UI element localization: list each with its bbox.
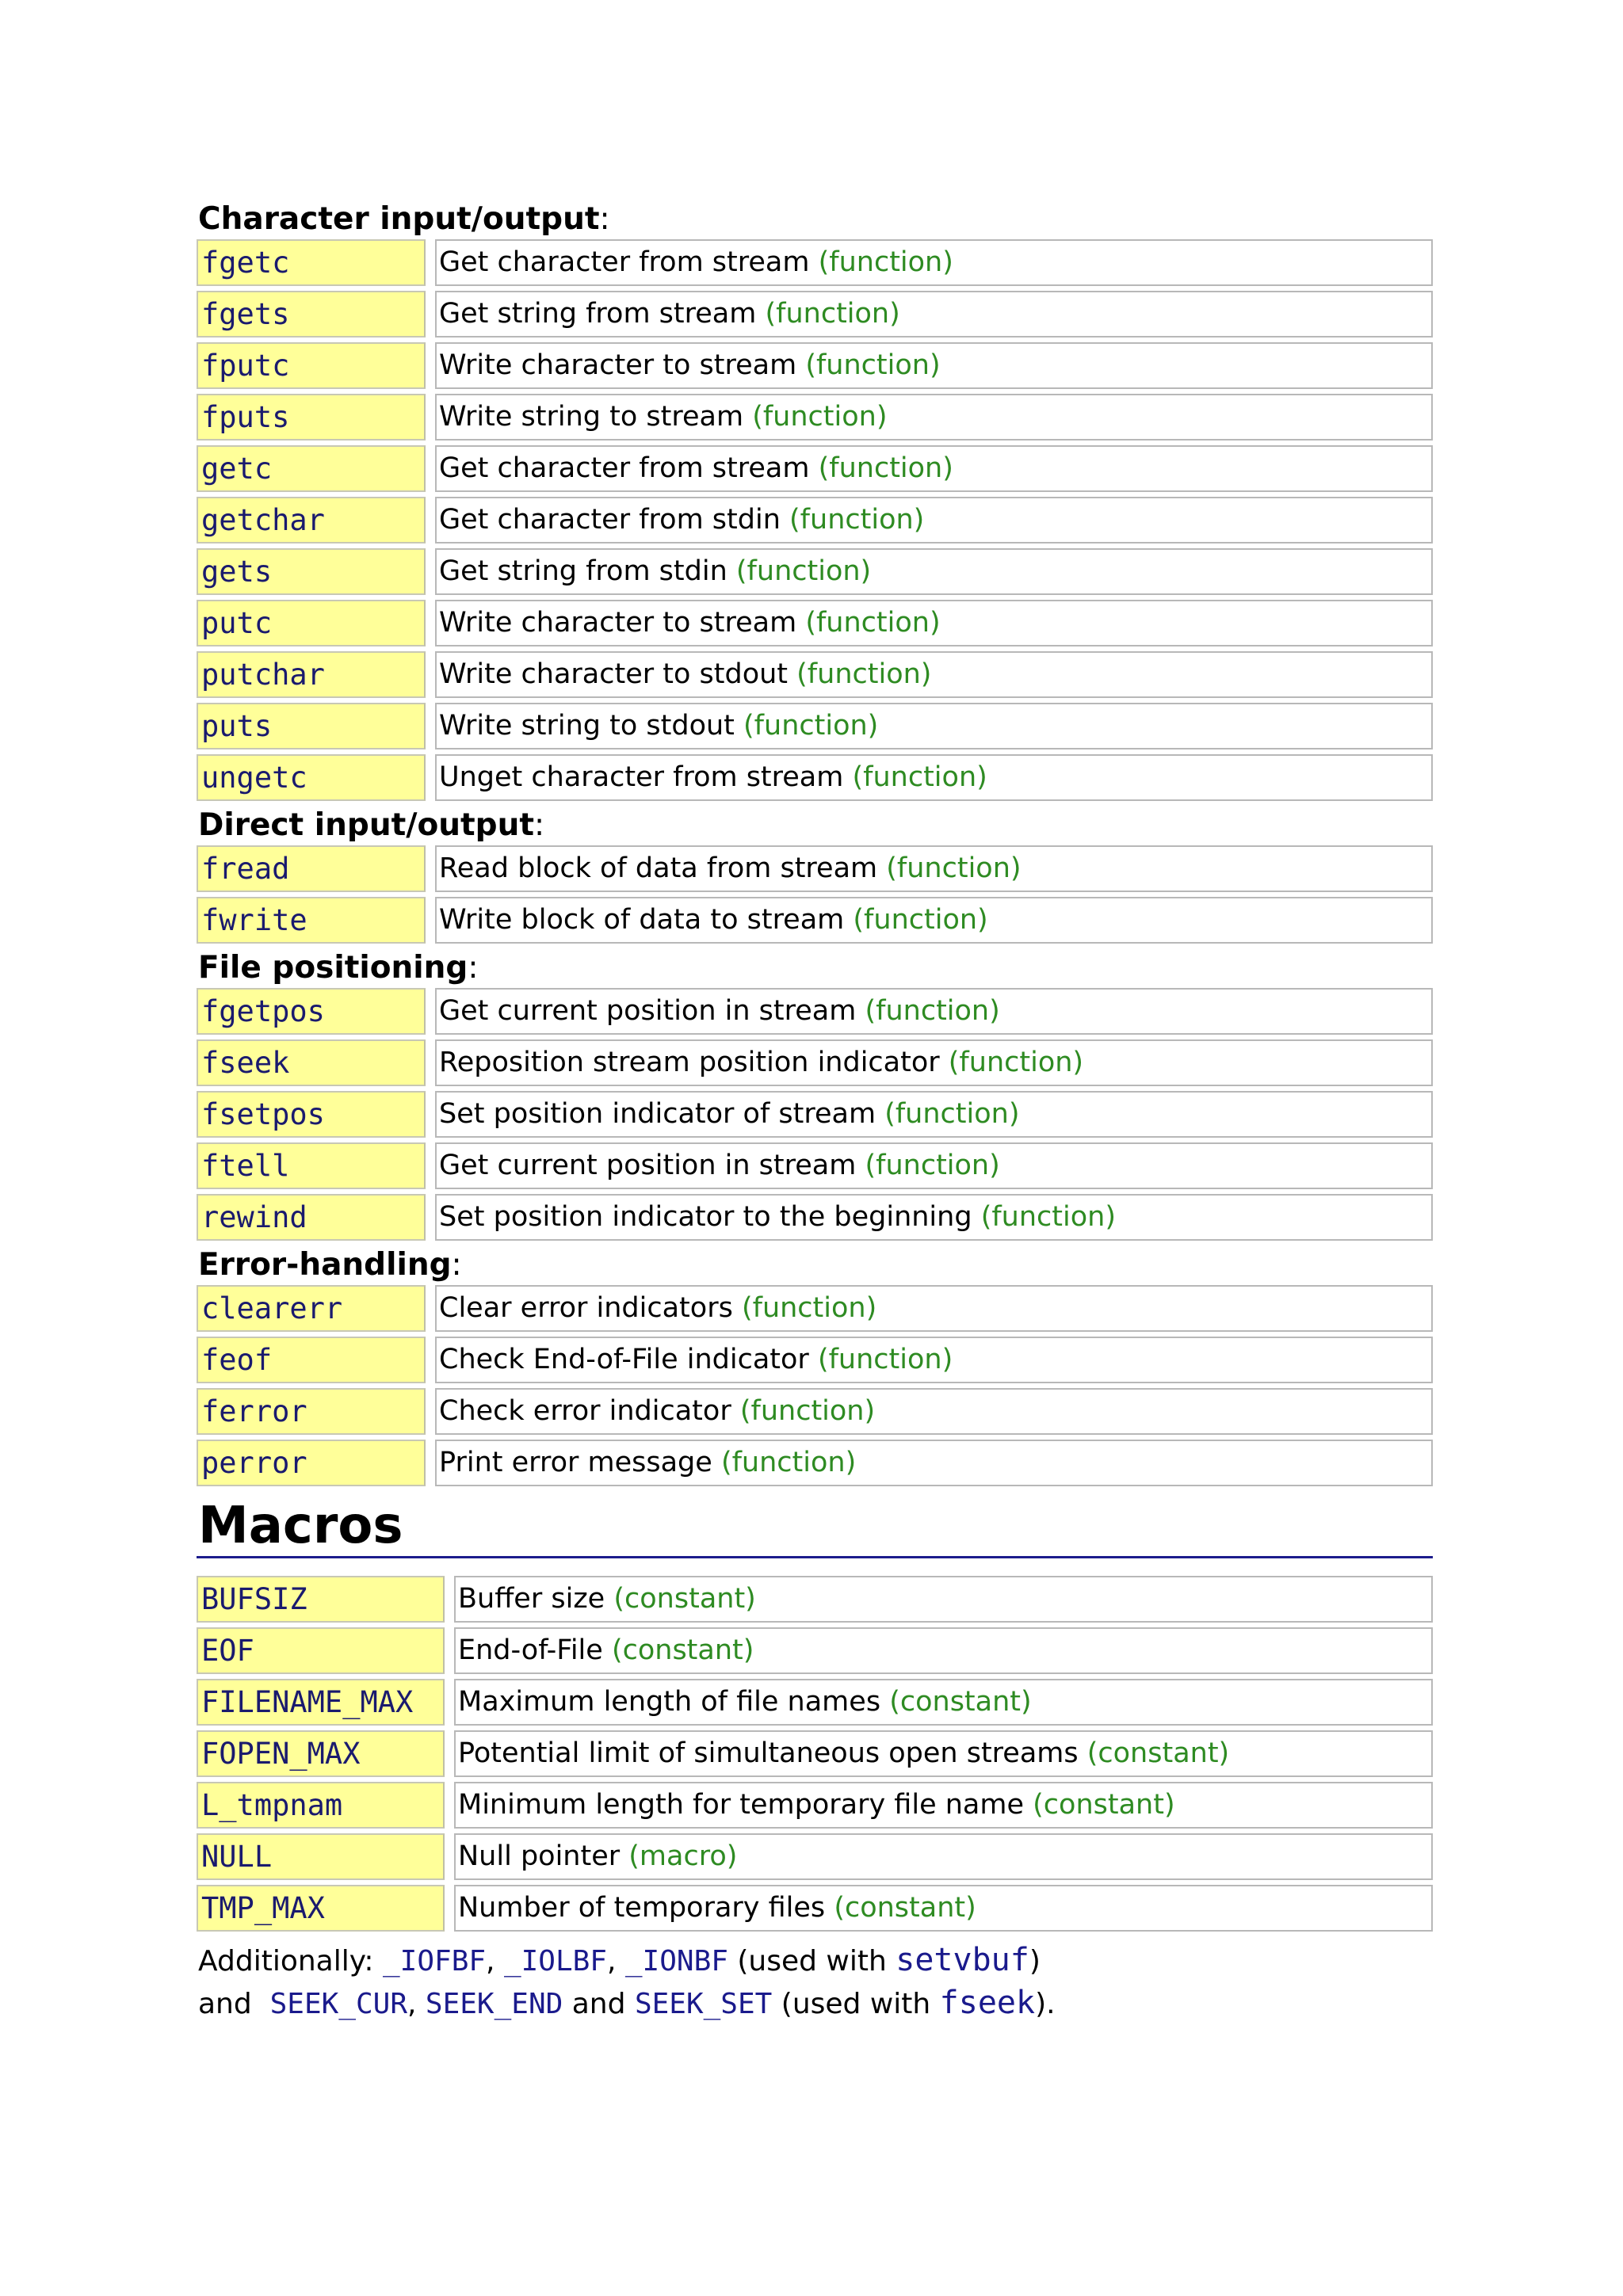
function-row [197, 1091, 1433, 1138]
section-title-colon: : [599, 201, 610, 237]
description-cell [454, 1627, 1433, 1674]
macro-name-link[interactable]: FOPEN_MAX [197, 1730, 445, 1777]
description-text: Get string from stdin [439, 555, 727, 587]
cell-gap [426, 754, 435, 801]
cell-gap [426, 651, 435, 698]
description-cell [435, 1194, 1433, 1241]
function-row [197, 600, 1433, 646]
seek-end-link[interactable]: SEEK_END [425, 1988, 563, 2020]
kind-label: (constant) [889, 1686, 1032, 1718]
close-paren-period: ). [1035, 1988, 1056, 2020]
function-name-link[interactable]: fwrite [197, 897, 426, 944]
function-name-link[interactable]: ungetc [197, 754, 426, 801]
kind-label: (function) [741, 1292, 877, 1324]
kind-label: (function) [886, 852, 1022, 884]
description-text: Write string to stream [439, 401, 744, 433]
and-text-2: and [571, 1988, 626, 2020]
function-name-link[interactable]: fgetc [197, 239, 426, 286]
function-row [197, 1194, 1433, 1241]
function-name-link[interactable]: rewind [197, 1194, 426, 1241]
seek-set-link[interactable]: SEEK_SET [634, 1988, 773, 2020]
section-title-colon: : [451, 1247, 462, 1283]
kind-label: (macro) [628, 1840, 738, 1872]
kind-label: (function) [852, 761, 987, 793]
function-row [197, 394, 1433, 441]
function-name-link[interactable]: fsetpos [197, 1091, 426, 1138]
kind-label: (function) [789, 504, 925, 536]
cell-gap [445, 1679, 454, 1726]
description-text: Null pointer [458, 1840, 621, 1872]
kind-label: (constant) [834, 1892, 976, 1924]
ionbf-link[interactable]: _IONBF [624, 1945, 728, 1978]
description-cell [435, 497, 1433, 543]
kind-label: (function) [743, 710, 879, 742]
macro-row [197, 1576, 1433, 1623]
description-cell [435, 988, 1433, 1035]
cell-gap [426, 342, 435, 389]
cell-gap [445, 1627, 454, 1674]
seek-cur-link[interactable]: SEEK_CUR [269, 1988, 408, 2020]
description-text: Set position indicator of stream [439, 1098, 876, 1130]
used-with-text: (used with [737, 1945, 887, 1978]
description-cell [435, 1388, 1433, 1435]
cell-gap [426, 548, 435, 595]
description-cell [435, 342, 1433, 389]
description-text: Write character to stream [439, 349, 797, 381]
cell-gap [426, 291, 435, 338]
cell-gap [426, 600, 435, 646]
description-text: Number of temporary files [458, 1892, 826, 1924]
description-text: Check error indicator [439, 1395, 731, 1427]
macro-row [197, 1730, 1433, 1777]
cell-gap [426, 845, 435, 892]
kind-label: (function) [765, 298, 900, 330]
function-name-link[interactable]: fseek [197, 1039, 426, 1086]
description-text: Maximum length of file names [458, 1686, 881, 1718]
function-row [197, 1285, 1433, 1332]
description-cell [435, 845, 1433, 892]
macro-name-link[interactable]: L_tmpnam [197, 1782, 445, 1829]
macro-name-link[interactable]: FILENAME_MAX [197, 1679, 445, 1726]
macro-name-link[interactable]: EOF [197, 1627, 445, 1674]
function-row [197, 754, 1433, 801]
macro-name-link[interactable]: TMP_MAX [197, 1885, 445, 1932]
description-text: Buffer size [458, 1583, 605, 1615]
description-cell [435, 754, 1433, 801]
description-text: Clear error indicators [439, 1292, 733, 1324]
function-row [197, 1337, 1433, 1383]
description-cell [435, 600, 1433, 646]
description-text: Read block of data from stream [439, 852, 878, 884]
function-row [197, 703, 1433, 749]
additional-line-2: and SEEK_CUR, SEEK_END and SEEK_SET (used with fseek). [198, 1985, 1056, 2021]
fseek-link[interactable]: fseek [939, 1985, 1036, 2021]
section-title [197, 948, 1433, 988]
cell-gap [426, 239, 435, 286]
kind-label: (function) [805, 607, 941, 639]
description-cell [454, 1885, 1433, 1932]
kind-label: (function) [817, 1344, 953, 1375]
description-text: Get string from stream [439, 298, 757, 330]
section-title-text: File positioning [198, 950, 468, 986]
kind-label: (function) [980, 1201, 1116, 1233]
description-cell [435, 897, 1433, 944]
macro-row [197, 1627, 1433, 1674]
function-name-link[interactable]: getc [197, 445, 426, 492]
kind-label: (constant) [611, 1634, 754, 1666]
cell-gap [426, 1285, 435, 1332]
function-name-link[interactable]: getchar [197, 497, 426, 543]
function-name-link[interactable]: putchar [197, 651, 426, 698]
cell-gap [426, 1337, 435, 1383]
section-title [197, 200, 1433, 239]
function-name-link[interactable]: ftell [197, 1142, 426, 1189]
function-name-link[interactable]: ferror [197, 1388, 426, 1435]
function-row [197, 845, 1433, 892]
description-cell [435, 239, 1433, 286]
cell-gap [426, 445, 435, 492]
description-text: Set position indicator to the beginning [439, 1201, 972, 1233]
description-text: Write string to stdout [439, 710, 735, 742]
description-text: Get character from stream [439, 452, 810, 484]
kind-label: (function) [735, 555, 872, 587]
additional-lead: Additionally: [198, 1945, 374, 1978]
function-name-link[interactable]: gets [197, 548, 426, 595]
setvbuf-link[interactable]: setvbuf [896, 1942, 1029, 1978]
macro-row [197, 1885, 1433, 1932]
description-text: Print error message [439, 1447, 712, 1478]
function-row [197, 445, 1433, 492]
description-cell [435, 1440, 1433, 1486]
additional-line-1: Additionally: _IOFBF, _IOLBF, _IONBF (used with setvbuf) [198, 1942, 1041, 1978]
kind-label: (function) [853, 904, 988, 936]
description-cell [435, 445, 1433, 492]
cell-gap [426, 897, 435, 944]
function-row [197, 497, 1433, 543]
cell-gap [426, 394, 435, 441]
description-text: Write character to stream [439, 607, 797, 639]
function-row [197, 651, 1433, 698]
description-cell [435, 548, 1433, 595]
kind-label: (function) [805, 349, 941, 381]
description-cell [454, 1730, 1433, 1777]
description-cell [454, 1833, 1433, 1880]
and-text: and [198, 1988, 252, 2020]
description-text: Get character from stream [439, 246, 810, 278]
function-name-link[interactable]: perror [197, 1440, 426, 1486]
description-cell [454, 1679, 1433, 1726]
kind-label: (function) [796, 658, 932, 690]
function-name-link[interactable]: puts [197, 703, 426, 749]
cell-gap [445, 1885, 454, 1932]
function-row [197, 239, 1433, 286]
description-text: Write character to stdout [439, 658, 789, 690]
kind-label: (function) [818, 452, 953, 484]
section-title [197, 1245, 1433, 1285]
section-title-text: Error-handling [198, 1247, 452, 1283]
description-text: Potential limit of simultaneous open streams [458, 1737, 1079, 1769]
cell-gap [426, 1091, 435, 1138]
macro-name-link[interactable]: BUFSIZ [197, 1576, 445, 1623]
macro-name-link[interactable]: NULL [197, 1833, 445, 1880]
kind-label: (constant) [1033, 1789, 1175, 1821]
cell-gap [426, 1039, 435, 1086]
cell-gap [426, 703, 435, 749]
function-row [197, 988, 1433, 1035]
description-text: Reposition stream position indicator [439, 1047, 940, 1078]
function-row [197, 342, 1433, 389]
cell-gap [426, 1440, 435, 1486]
description-text: Get current position in stream [439, 995, 857, 1027]
section-title [197, 806, 1433, 845]
description-cell [435, 291, 1433, 338]
section-title-text: Character input/output [198, 201, 600, 237]
cell-gap [426, 988, 435, 1035]
cell-gap [445, 1833, 454, 1880]
kind-label: (function) [884, 1098, 1020, 1130]
cell-gap [426, 1142, 435, 1189]
function-name-link[interactable]: fread [197, 845, 426, 892]
description-text: Check End-of-File indicator [439, 1344, 809, 1375]
reference-page [197, 196, 1433, 2025]
function-sections [197, 200, 1433, 1486]
function-name-link[interactable]: fgets [197, 291, 426, 338]
function-row [197, 548, 1433, 595]
cell-gap [445, 1730, 454, 1777]
description-cell [454, 1576, 1433, 1623]
function-name-link[interactable]: feof [197, 1337, 426, 1383]
macro-row [197, 1833, 1433, 1880]
function-row [197, 291, 1433, 338]
kind-label: (function) [739, 1395, 876, 1427]
cell-gap [426, 1194, 435, 1241]
macros-heading: Macros [197, 1497, 1433, 1558]
additional-note [197, 1939, 1433, 2025]
section-title-colon: : [534, 807, 545, 843]
iofbf-link[interactable]: _IOFBF [383, 1945, 487, 1978]
description-text: Get current position in stream [439, 1150, 857, 1181]
iolbf-link[interactable]: _IOLBF [503, 1945, 607, 1978]
section-title-colon: : [468, 950, 479, 986]
function-row [197, 1388, 1433, 1435]
description-cell [435, 651, 1433, 698]
function-name-link[interactable]: putc [197, 600, 426, 646]
description-cell [435, 1142, 1433, 1189]
function-row [197, 897, 1433, 944]
description-cell [454, 1782, 1433, 1829]
description-text: Write block of data to stream [439, 904, 845, 936]
function-name-link[interactable]: fgetpos [197, 988, 426, 1035]
kind-label: (constant) [613, 1583, 756, 1615]
kind-label: (function) [865, 1150, 1000, 1181]
kind-label: (constant) [1086, 1737, 1230, 1769]
kind-label: (function) [865, 995, 1000, 1027]
cell-gap [426, 497, 435, 543]
cell-gap [445, 1782, 454, 1829]
kind-label: (function) [752, 401, 888, 433]
kind-label: (function) [720, 1447, 857, 1478]
function-name-link[interactable]: fputs [197, 394, 426, 441]
macro-row [197, 1679, 1433, 1726]
function-name-link[interactable]: clearerr [197, 1285, 426, 1332]
description-text: Minimum length for temporary file name [458, 1789, 1024, 1821]
section-title-text: Direct input/output [198, 807, 534, 843]
cell-gap [426, 1388, 435, 1435]
kind-label: (function) [948, 1047, 1084, 1078]
description-cell [435, 1091, 1433, 1138]
function-row [197, 1440, 1433, 1486]
description-cell [435, 394, 1433, 441]
cell-gap [445, 1576, 454, 1623]
function-name-link[interactable]: fputc [197, 342, 426, 389]
description-cell [435, 1285, 1433, 1332]
macro-row [197, 1782, 1433, 1829]
description-text: Get character from stdin [439, 504, 781, 536]
description-cell [435, 1337, 1433, 1383]
kind-label: (function) [818, 246, 953, 278]
used-with-text-2: (used with [781, 1988, 931, 2020]
description-text: Unget character from stream [439, 761, 844, 793]
macros-table [197, 1576, 1433, 1932]
description-cell [435, 1039, 1433, 1086]
function-row [197, 1039, 1433, 1086]
description-text: End-of-File [458, 1634, 603, 1666]
description-cell [435, 703, 1433, 749]
close-paren: ) [1029, 1945, 1041, 1978]
function-row [197, 1142, 1433, 1189]
